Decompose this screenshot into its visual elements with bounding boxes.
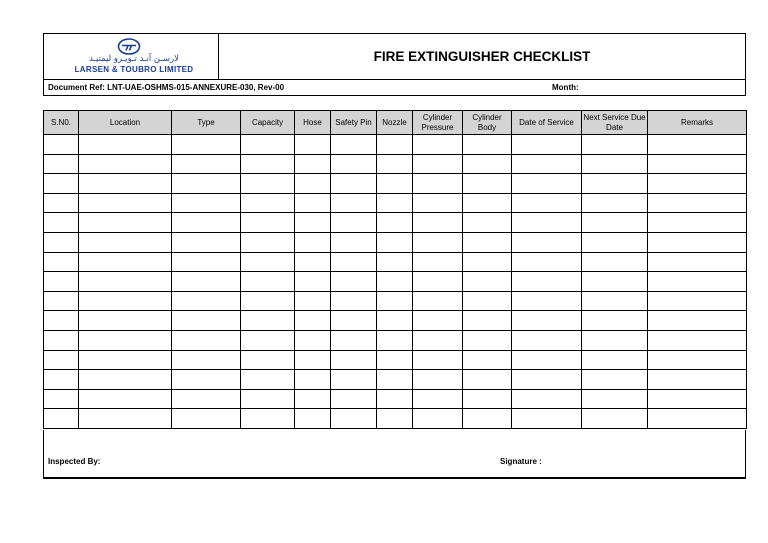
page-title: FIRE EXTINGUISHER CHECKLIST <box>373 49 591 64</box>
table-cell[interactable] <box>241 154 295 174</box>
table-cell[interactable] <box>44 135 79 155</box>
table-cell[interactable] <box>413 252 463 272</box>
table-cell[interactable] <box>512 232 582 252</box>
table-cell[interactable] <box>172 350 241 370</box>
table-cell[interactable] <box>463 154 512 174</box>
table-cell[interactable] <box>241 213 295 233</box>
company-name: LARSEN & TOUBRO LIMITED <box>74 65 194 74</box>
table-cell[interactable] <box>582 311 648 331</box>
table-cell[interactable] <box>512 213 582 233</box>
table-cell[interactable] <box>172 154 241 174</box>
table-cell[interactable] <box>377 232 413 252</box>
table-row <box>44 174 747 194</box>
table-cell[interactable] <box>377 389 413 409</box>
table-cell[interactable] <box>295 291 331 311</box>
table-cell[interactable] <box>512 174 582 194</box>
column-header-safety-pin: Safety Pin <box>331 111 377 135</box>
table-cell[interactable] <box>295 370 331 390</box>
table-cell[interactable] <box>331 409 377 429</box>
table-cell[interactable] <box>377 370 413 390</box>
table-cell[interactable] <box>331 154 377 174</box>
table-cell[interactable] <box>79 370 172 390</box>
inspected-by-label: Inspected By: <box>48 457 101 466</box>
table-row <box>44 154 747 174</box>
table-cell[interactable] <box>241 409 295 429</box>
table-cell[interactable] <box>648 350 747 370</box>
table-cell[interactable] <box>44 252 79 272</box>
table-cell[interactable] <box>79 291 172 311</box>
table-cell[interactable] <box>463 389 512 409</box>
table-cell[interactable] <box>463 311 512 331</box>
column-header-cylinder-pressure: Cylinder Pressure <box>413 111 463 135</box>
table-cell[interactable] <box>331 389 377 409</box>
table-cell[interactable] <box>377 330 413 350</box>
table-cell[interactable] <box>79 193 172 213</box>
header-top-row <box>44 34 745 80</box>
table-cell[interactable] <box>512 193 582 213</box>
column-header-next-service-due-date: Next Service Due Date <box>582 111 648 135</box>
checklist-table <box>43 110 747 429</box>
table-cell[interactable] <box>512 154 582 174</box>
table-cell[interactable] <box>377 174 413 194</box>
table-cell[interactable] <box>241 135 295 155</box>
table-cell[interactable] <box>512 291 582 311</box>
table-cell[interactable] <box>582 174 648 194</box>
table-cell[interactable] <box>413 193 463 213</box>
table-cell[interactable] <box>582 213 648 233</box>
table-row <box>44 389 747 409</box>
table-cell[interactable] <box>331 330 377 350</box>
table-cell[interactable] <box>463 232 512 252</box>
table-cell[interactable] <box>172 330 241 350</box>
table-cell[interactable] <box>331 272 377 292</box>
table-cell[interactable] <box>582 272 648 292</box>
table-cell[interactable] <box>413 272 463 292</box>
table-cell[interactable] <box>463 213 512 233</box>
month-label: Month: <box>552 83 579 92</box>
table-cell[interactable] <box>79 311 172 331</box>
table-cell[interactable] <box>377 291 413 311</box>
table-cell[interactable] <box>241 174 295 194</box>
table-cell[interactable] <box>463 193 512 213</box>
table-cell[interactable] <box>44 193 79 213</box>
table-cell[interactable] <box>377 350 413 370</box>
table-cell[interactable] <box>463 409 512 429</box>
table-row <box>44 409 747 429</box>
table-cell[interactable] <box>377 213 413 233</box>
table-cell[interactable] <box>172 409 241 429</box>
table-cell[interactable] <box>241 272 295 292</box>
table-cell[interactable] <box>582 291 648 311</box>
table-row <box>44 232 747 252</box>
table-cell[interactable] <box>582 409 648 429</box>
table-cell[interactable] <box>648 193 747 213</box>
table-cell[interactable] <box>331 135 377 155</box>
table-cell[interactable] <box>172 370 241 390</box>
table-cell[interactable] <box>331 291 377 311</box>
table-cell[interactable] <box>295 154 331 174</box>
company-logo-cell <box>44 34 219 79</box>
table-cell[interactable] <box>512 330 582 350</box>
table-cell[interactable] <box>241 330 295 350</box>
column-header-date-of-service: Date of Service <box>512 111 582 135</box>
table-cell[interactable] <box>648 311 747 331</box>
table-cell[interactable] <box>512 409 582 429</box>
table-cell[interactable] <box>295 272 331 292</box>
document-header <box>43 33 746 96</box>
table-cell[interactable] <box>463 370 512 390</box>
header-info-row <box>44 80 745 96</box>
table-cell[interactable] <box>512 389 582 409</box>
table-row <box>44 135 747 155</box>
table-cell[interactable] <box>463 135 512 155</box>
table-cell[interactable] <box>44 291 79 311</box>
table-cell[interactable] <box>413 370 463 390</box>
table-cell[interactable] <box>512 272 582 292</box>
table-cell[interactable] <box>79 409 172 429</box>
table-cell[interactable] <box>79 135 172 155</box>
table-cell[interactable] <box>44 389 79 409</box>
table-cell[interactable] <box>331 232 377 252</box>
table-cell[interactable] <box>44 213 79 233</box>
table-row <box>44 350 747 370</box>
table-cell[interactable] <box>295 311 331 331</box>
table-cell[interactable] <box>648 330 747 350</box>
table-cell[interactable] <box>295 252 331 272</box>
column-header-nozzle: Nozzle <box>377 111 413 135</box>
table-cell[interactable] <box>413 409 463 429</box>
table-cell[interactable] <box>648 409 747 429</box>
table-cell[interactable] <box>582 154 648 174</box>
table-cell[interactable] <box>241 350 295 370</box>
table-cell[interactable] <box>331 193 377 213</box>
table-cell[interactable] <box>582 350 648 370</box>
table-cell[interactable] <box>79 350 172 370</box>
column-header-location: Location <box>79 111 172 135</box>
table-cell[interactable] <box>582 252 648 272</box>
table-cell[interactable] <box>582 232 648 252</box>
table-cell[interactable] <box>295 389 331 409</box>
table-cell[interactable] <box>44 409 79 429</box>
table-cell[interactable] <box>79 272 172 292</box>
table-row <box>44 370 747 390</box>
table-cell[interactable] <box>331 350 377 370</box>
column-header-cylinder-body: Cylinder Body <box>463 111 512 135</box>
table-cell[interactable] <box>79 213 172 233</box>
table-header-row <box>44 111 747 135</box>
table-cell[interactable] <box>172 272 241 292</box>
table-cell[interactable] <box>44 174 79 194</box>
table-cell[interactable] <box>377 311 413 331</box>
table-cell[interactable] <box>413 232 463 252</box>
table-cell[interactable] <box>44 350 79 370</box>
table-cell[interactable] <box>413 135 463 155</box>
table-cell[interactable] <box>512 350 582 370</box>
table-cell[interactable] <box>44 232 79 252</box>
table-cell[interactable] <box>648 370 747 390</box>
table-cell[interactable] <box>295 232 331 252</box>
table-cell[interactable] <box>172 311 241 331</box>
table-cell[interactable] <box>413 291 463 311</box>
table-cell[interactable] <box>172 291 241 311</box>
table-cell[interactable] <box>295 193 331 213</box>
table-cell[interactable] <box>172 193 241 213</box>
table-cell[interactable] <box>44 272 79 292</box>
table-cell[interactable] <box>295 350 331 370</box>
table-cell[interactable] <box>463 252 512 272</box>
table-cell[interactable] <box>413 330 463 350</box>
table-cell[interactable] <box>648 389 747 409</box>
table-cell[interactable] <box>295 213 331 233</box>
table-cell[interactable] <box>241 370 295 390</box>
table-cell[interactable] <box>377 154 413 174</box>
table-cell[interactable] <box>44 370 79 390</box>
table-cell[interactable] <box>295 174 331 194</box>
table-cell[interactable] <box>512 370 582 390</box>
table-cell[interactable] <box>331 370 377 390</box>
table-cell[interactable] <box>648 154 747 174</box>
table-cell[interactable] <box>295 330 331 350</box>
table-row <box>44 252 747 272</box>
inspection-footer <box>43 430 746 479</box>
signature-label: Signature : <box>500 457 542 466</box>
table-cell[interactable] <box>172 135 241 155</box>
table-row <box>44 213 747 233</box>
table-cell[interactable] <box>648 252 747 272</box>
column-header-capacity: Capacity <box>241 111 295 135</box>
table-cell[interactable] <box>241 193 295 213</box>
table-cell[interactable] <box>648 272 747 292</box>
table-cell[interactable] <box>79 389 172 409</box>
table-cell[interactable] <box>413 213 463 233</box>
column-header-remarks: Remarks <box>648 111 747 135</box>
table-cell[interactable] <box>413 154 463 174</box>
table-cell[interactable] <box>512 135 582 155</box>
table-cell[interactable] <box>582 193 648 213</box>
table-cell[interactable] <box>241 291 295 311</box>
table-cell[interactable] <box>172 174 241 194</box>
table-cell[interactable] <box>331 311 377 331</box>
table-cell[interactable] <box>377 272 413 292</box>
table-cell[interactable] <box>648 213 747 233</box>
document-ref: Document Ref: LNT-UAE-OSHMS-015-ANNEXURE-030, Rev-00 <box>48 83 285 92</box>
table-row <box>44 330 747 350</box>
table-row <box>44 311 747 331</box>
table-cell[interactable] <box>79 154 172 174</box>
table-cell[interactable] <box>241 232 295 252</box>
table-row <box>44 272 747 292</box>
table-row <box>44 193 747 213</box>
table-cell[interactable] <box>582 135 648 155</box>
lt-logo-icon <box>117 38 141 55</box>
table-cell[interactable] <box>377 135 413 155</box>
table-cell[interactable] <box>413 311 463 331</box>
table-cell[interactable] <box>413 174 463 194</box>
table-cell[interactable] <box>512 252 582 272</box>
table-cell[interactable] <box>241 252 295 272</box>
table-cell[interactable] <box>463 330 512 350</box>
table-cell[interactable] <box>295 409 331 429</box>
table-cell[interactable] <box>295 135 331 155</box>
table-cell[interactable] <box>582 389 648 409</box>
table-cell[interactable] <box>79 232 172 252</box>
table-cell[interactable] <box>172 389 241 409</box>
table-cell[interactable] <box>463 174 512 194</box>
table-cell[interactable] <box>463 291 512 311</box>
column-header-type: Type <box>172 111 241 135</box>
table-cell[interactable] <box>463 272 512 292</box>
table-cell[interactable] <box>413 350 463 370</box>
table-cell[interactable] <box>648 291 747 311</box>
column-header-hose: Hose <box>295 111 331 135</box>
table-cell[interactable] <box>172 252 241 272</box>
table-cell[interactable] <box>241 311 295 331</box>
table-cell[interactable] <box>512 311 582 331</box>
table-cell[interactable] <box>44 154 79 174</box>
table-row <box>44 291 747 311</box>
table-cell[interactable] <box>172 213 241 233</box>
table-cell[interactable] <box>648 232 747 252</box>
column-header-sno: S.N0. <box>44 111 79 135</box>
table-cell[interactable] <box>331 252 377 272</box>
company-name-arabic: لارسـن آنـد تـويـرو ليمتيـد <box>89 54 179 64</box>
table-cell[interactable] <box>648 174 747 194</box>
table-cell[interactable] <box>582 330 648 350</box>
table-cell[interactable] <box>44 311 79 331</box>
table-cell[interactable] <box>377 409 413 429</box>
table-cell[interactable] <box>331 174 377 194</box>
table-body <box>44 135 747 429</box>
table-cell[interactable] <box>79 252 172 272</box>
table-cell[interactable] <box>463 350 512 370</box>
table-cell[interactable] <box>241 389 295 409</box>
table-cell[interactable] <box>79 330 172 350</box>
table-cell[interactable] <box>413 389 463 409</box>
table-cell[interactable] <box>648 135 747 155</box>
table-cell[interactable] <box>172 232 241 252</box>
table-cell[interactable] <box>44 330 79 350</box>
table-cell[interactable] <box>79 174 172 194</box>
table-cell[interactable] <box>377 193 413 213</box>
table-cell[interactable] <box>377 252 413 272</box>
table-cell[interactable] <box>582 370 648 390</box>
table-cell[interactable] <box>331 213 377 233</box>
